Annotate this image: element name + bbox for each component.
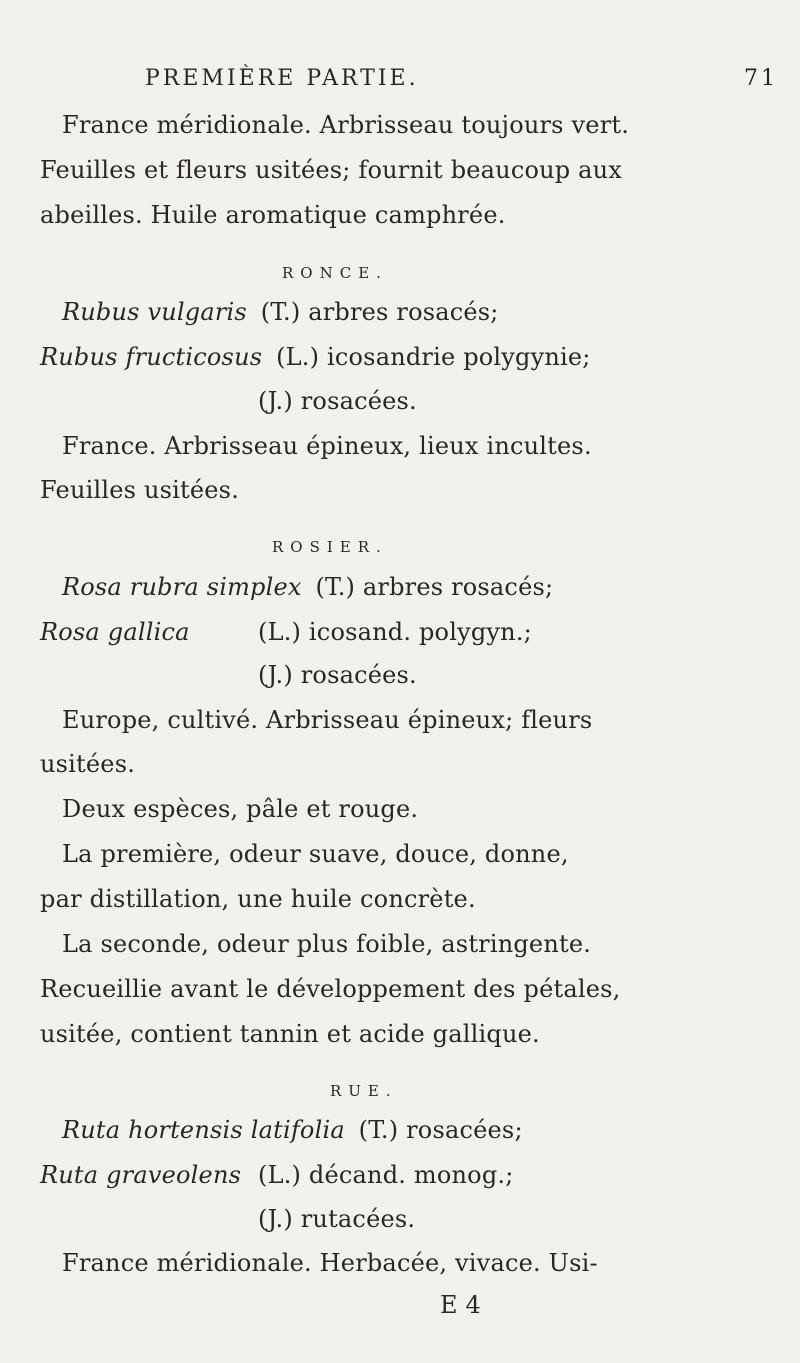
name-line: (J.) rosacées. bbox=[258, 661, 417, 689]
text-line: Europe, cultivé. Arbrisseau épineux; fleurs bbox=[62, 706, 593, 734]
classification: (T.) arbres rosacés; bbox=[315, 573, 554, 601]
text-line: France méridionale. Herbacée, vivace. Usi- bbox=[62, 1249, 598, 1277]
text-line: La première, odeur suave, douce, donne, bbox=[62, 840, 569, 868]
text-line: Recueillie avant le développement des pétales, bbox=[40, 975, 621, 1003]
text-line: La seconde, odeur plus foible, astringente. bbox=[62, 930, 592, 958]
text-line: Deux espèces, pâle et rouge. bbox=[62, 795, 419, 823]
running-title: PREMIÈRE PARTIE. bbox=[145, 66, 419, 91]
name-line bbox=[40, 342, 591, 372]
name-line bbox=[62, 1115, 523, 1145]
text-line: Feuilles et fleurs usitées; fournit beaucoup aux bbox=[40, 156, 623, 184]
name-line bbox=[62, 572, 553, 602]
classification: (T.) rosacées; bbox=[358, 1116, 523, 1144]
classification: (L.) icosandrie polygynie; bbox=[276, 343, 591, 371]
name-line: (J.) rosacées. bbox=[258, 387, 417, 415]
text-line: par distillation, une huile concrète. bbox=[40, 885, 476, 913]
section-heading-rue: RUE. bbox=[330, 1082, 398, 1100]
latin-name: Ruta graveolens bbox=[40, 1161, 242, 1189]
classification: (L.) icosand. polygyn.; bbox=[258, 618, 532, 646]
classification: (T.) arbres rosacés; bbox=[260, 298, 499, 326]
signature-mark: E 4 bbox=[440, 1291, 482, 1319]
page-number: 71 bbox=[744, 66, 778, 91]
text-line: Feuilles usitées. bbox=[40, 476, 240, 504]
text-line: usitée, contient tannin et acide gallique. bbox=[40, 1020, 540, 1048]
section-heading-rosier: ROSIER. bbox=[272, 538, 388, 556]
text-line: France. Arbrisseau épineux, lieux incultes. bbox=[62, 432, 592, 460]
latin-name: Ruta hortensis latifolia bbox=[62, 1116, 345, 1144]
text-line: abeilles. Huile aromatique camphrée. bbox=[40, 201, 506, 229]
latin-name: Rubus vulgaris bbox=[62, 298, 247, 326]
latin-name: Rubus fructicosus bbox=[40, 343, 263, 371]
text-line: usitées. bbox=[40, 750, 136, 778]
latin-name: Rosa gallica bbox=[40, 618, 190, 646]
name-line bbox=[40, 1160, 241, 1190]
text-line: France méridionale. Arbrisseau toujours vert. bbox=[62, 111, 630, 139]
section-heading-ronce: RONCE. bbox=[282, 264, 388, 282]
latin-name: Rosa rubra simplex bbox=[62, 573, 302, 601]
classification: (L.) décand. monog.; bbox=[258, 1161, 514, 1189]
name-line bbox=[40, 617, 190, 647]
name-line: (J.) rutacées. bbox=[258, 1205, 416, 1233]
name-line bbox=[62, 297, 499, 327]
